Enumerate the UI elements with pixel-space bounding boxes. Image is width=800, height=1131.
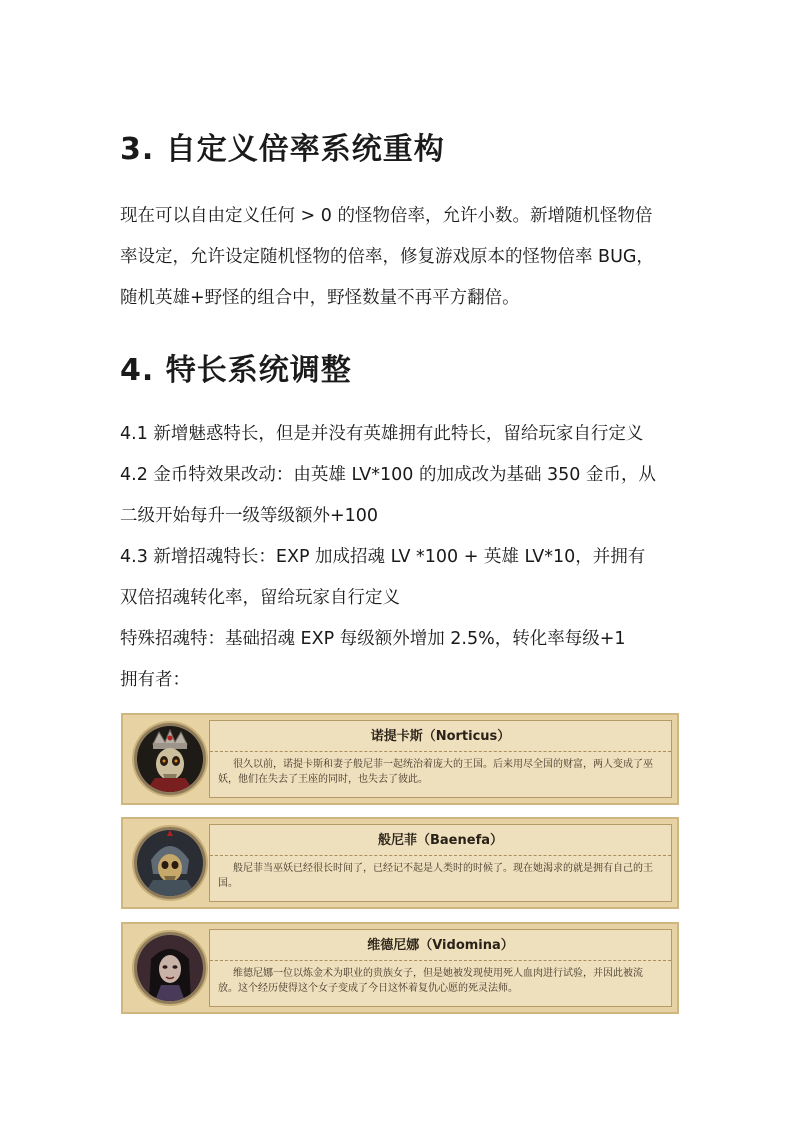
paragraph-line: 二级开始每升一级等级额外+100 — [120, 506, 379, 526]
paragraph-line: 双倍招魂转化率，留给玩家自行定义 — [120, 588, 400, 608]
hero-card-vidomina — [121, 922, 679, 1014]
hero-description: 很久以前，诺提卡斯和妻子般尼菲一起统治着庞大的王国。后来用尽全国的财富，两人变成了巫妖，他们在失去了王座的同时，也失去了彼此。 — [218, 759, 653, 785]
hero-card-norticus — [121, 713, 679, 805]
hero-info-panel — [209, 824, 672, 902]
hero-description: 维德尼娜一位以炼金术为职业的贵族女子，但是她被发现使用死人血肉进行试验，并因此被流放。这个经历使得这个女子变成了今日这怀着复仇心愿的死灵法师。 — [218, 968, 643, 994]
divider — [210, 751, 671, 752]
hero-portrait-baenefa — [134, 827, 206, 899]
paragraph-line: 4.1 新增魅惑特长，但是并没有英雄拥有此特长，留给玩家自行定义 — [120, 424, 644, 444]
hero-name: 诺提卡斯（Norticus） — [370, 729, 511, 744]
hero-name: 维德尼娜（Vidomina） — [367, 938, 514, 953]
section-4-paragraph — [120, 414, 690, 701]
hero-portrait-vidomina — [134, 932, 206, 1004]
divider — [210, 960, 671, 961]
paragraph-line: 率设定，允许设定随机怪物的倍率，修复游戏原本的怪物倍率 BUG， — [120, 247, 654, 267]
hero-portrait-norticus — [134, 723, 206, 795]
paragraph-line: 拥有者： — [120, 670, 190, 690]
hero-card-baenefa — [121, 817, 679, 909]
paragraph-line: 随机英雄+野怪的组合中，野怪数量不再平方翻倍。 — [120, 288, 520, 308]
section-4-heading: 4. 特长系统调整 — [120, 353, 352, 388]
section-3-heading: 3. 自定义倍率系统重构 — [120, 132, 445, 167]
divider — [210, 855, 671, 856]
hero-name: 般尼菲（Baenefa） — [378, 833, 503, 848]
hero-description: 般尼菲当巫妖已经很长时间了，已经记不起是人类时的时候了。现在她渴求的就是拥有自己的王国。 — [218, 863, 653, 889]
hero-info-panel — [209, 720, 672, 798]
hero-info-panel — [209, 929, 672, 1007]
paragraph-line: 4.2 金币特效果改动：由英雄 LV*100 的加成改为基础 350 金币，从 — [120, 465, 656, 485]
paragraph-line: 现在可以自由定义任何 > 0 的怪物倍率，允许小数。新增随机怪物倍 — [120, 206, 653, 226]
section-3-paragraph — [120, 196, 690, 319]
paragraph-line: 特殊招魂特：基础招魂 EXP 每级额外增加 2.5%，转化率每级+1 — [120, 629, 626, 649]
paragraph-line: 4.3 新增招魂特长：EXP 加成招魂 LV *100 + 英雄 LV*10，并拥有 — [120, 547, 646, 567]
